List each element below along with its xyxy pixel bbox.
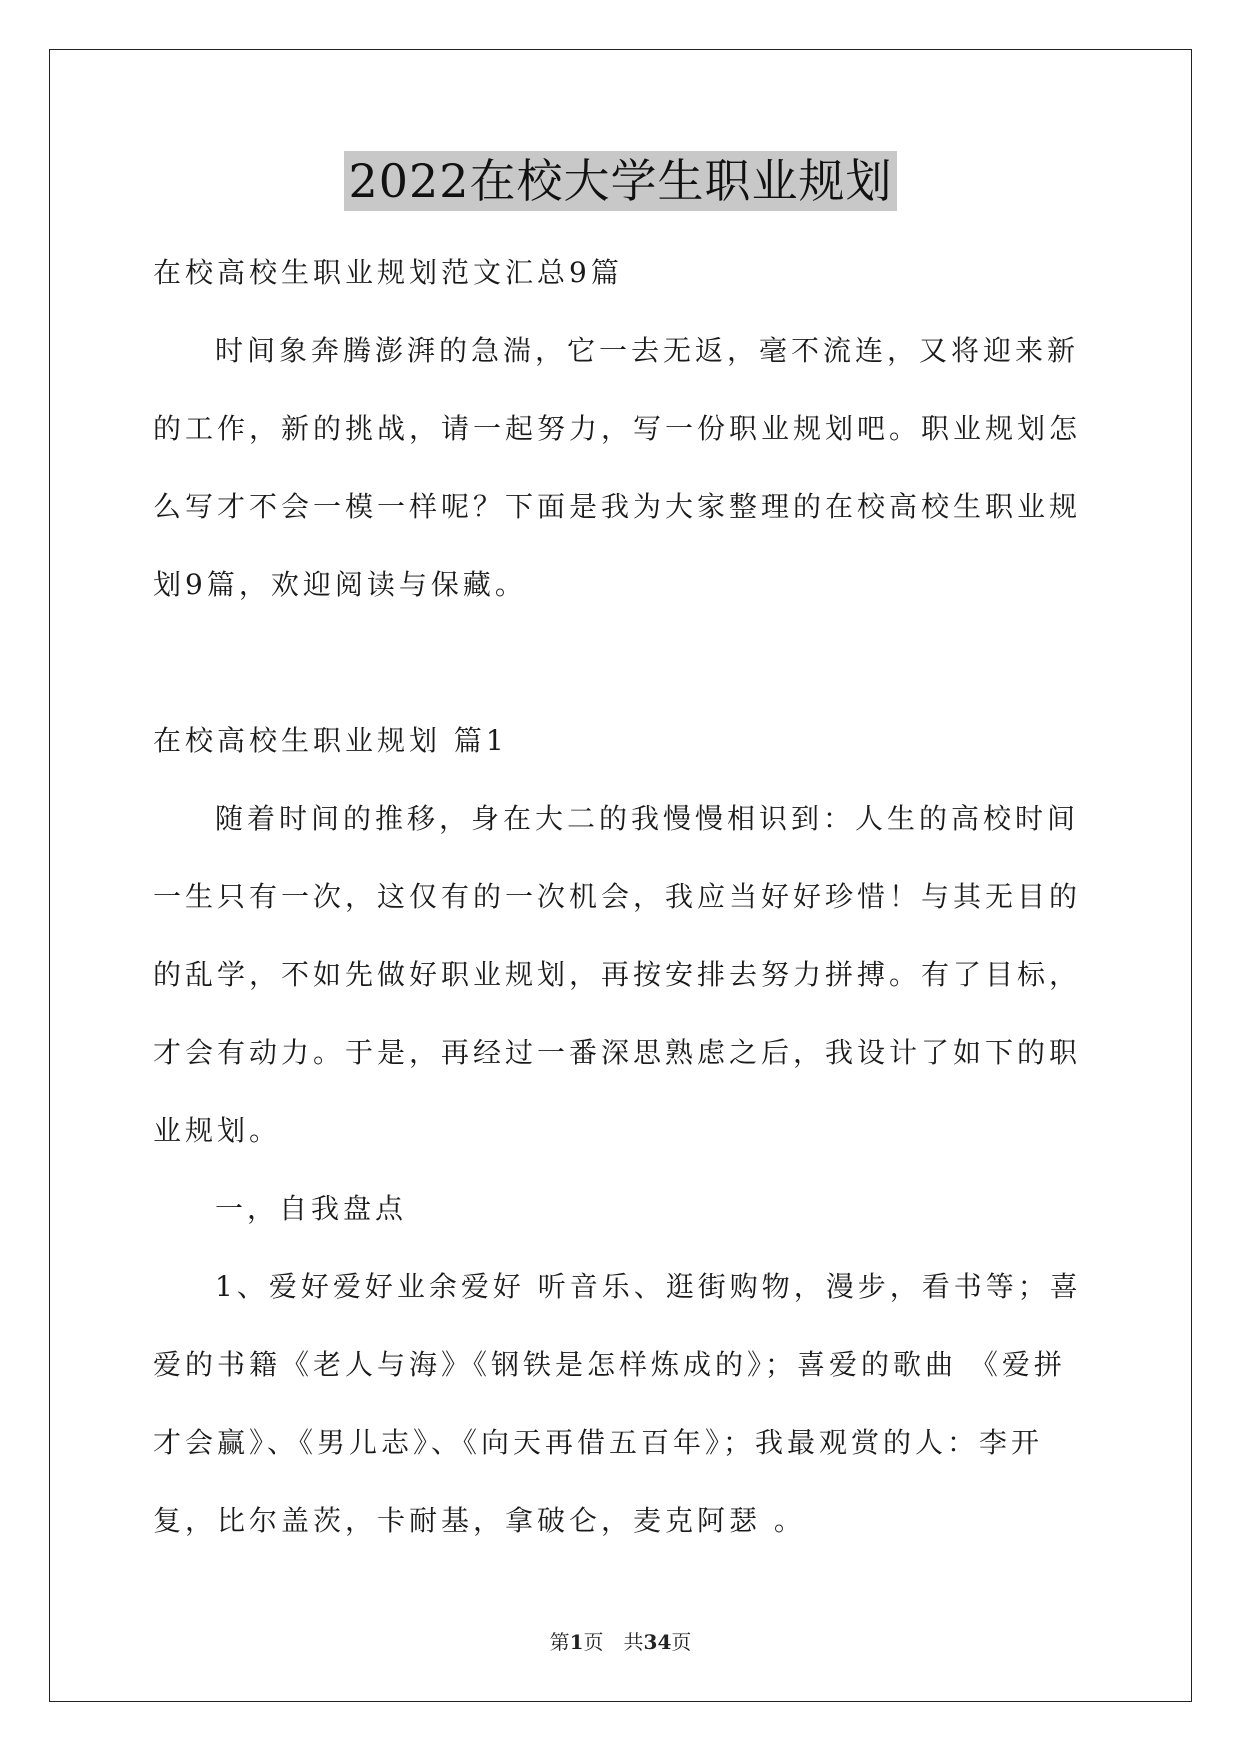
document-subtitle: 在校高校生职业规划范文汇总9篇 [153, 256, 623, 289]
document-body [153, 234, 1093, 1560]
spacer [153, 624, 1093, 702]
body-paragraph: 随着时间的推移，身在大二的我慢慢相识到：人生的高校时间一生只有一次，这仅有的一次机会，我应当好好珍惜！与其无目的的乱学，不如先做好职业规划，再按安排去努力拼搏。有了目标，才会有动力。于是，再经过一番深思熟虑之后，我设计了如下的职业规划。 [153, 802, 1082, 1147]
section-heading: 在校高校生职业规划 篇1 [153, 724, 508, 757]
page-suffix: 页 [671, 1630, 692, 1654]
page-mid: 页 共 [583, 1630, 644, 1654]
intro-paragraph: 时间象奔腾澎湃的急湍，它一去无返，毫不流连，又将迎来新的工作，新的挑战，请一起努力，写一份职业规划吧。职业规划怎么写才不会一模一样呢？下面是我为大家整理的在校高校生职业规划9篇，欢迎阅读与保藏。 [153, 334, 1082, 601]
document-title: 2022在校大学生职业规划 [344, 151, 896, 211]
page-prefix: 第 [549, 1630, 570, 1654]
page-total: 34 [643, 1630, 672, 1654]
title-container [0, 151, 1241, 211]
body-paragraph: 1、爱好爱好业余爱好 听音乐、逛街购物，漫步，看书等；喜爱的书籍《老人与海》《钢铁是怎样炼成的》；喜爱的歌曲 《爱拼才会赢》、《男儿志》、《向天再借五百年》；我最观赏的人：李开复，比尔盖茨，卡耐基，拿破仑，麦克阿瑟 。 [153, 1270, 1082, 1537]
page-current: 1 [569, 1630, 584, 1654]
subheading: 一，自我盘点 [215, 1192, 408, 1225]
page-footer [0, 1629, 1241, 1655]
